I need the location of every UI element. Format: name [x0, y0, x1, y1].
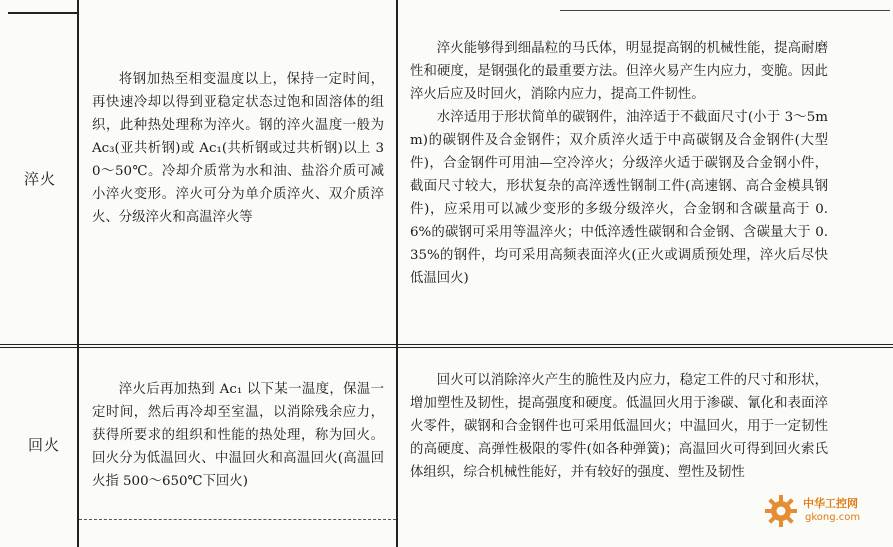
tempering-application — [410, 369, 828, 484]
watermark-url: gkong.com — [805, 512, 861, 523]
row-label-tempering: 回火 — [28, 436, 61, 454]
quenching-application-para-2: 水淬适用于形状简单的碳钢件，油淬适于不截面尺寸(小于 3～5mm)的碳钢件及合金钢件；双介质淬火适于中高碳钢及合金钢件(大型件)，合金钢件可用油—空冷淬火；分级淬火适于碳钢及合金钢小件，截面尺寸较大，形状复杂的高淬透性钢制工件(高速钢、高合金模具钢件)，应采用可以减少变形的多级分级淬火，合金钢和含碳量高于 0.6%的碳钢可采用等温淬火；中低淬透性碳钢和合金钢、含碳量大于 0.35%的钢件，均可采用高频表面淬火(正火或调质预处理，淬火后尽快低温回火) — [410, 110, 828, 286]
quenching-application-para-1: 淬火能够得到细晶粒的马氏体，明显提高钢的机械性能，提高耐磨性和硬度，是钢强化的最重要方法。但淬火易产生内应力，变脆。因此淬火后应及时回火，消除内应力，提高工件韧性。 — [410, 41, 828, 102]
watermark-logo — [763, 493, 883, 529]
col-divider-2 — [396, 0, 398, 547]
top-rule-left — [8, 12, 78, 14]
col-divider-1 — [77, 0, 79, 547]
top-rule-right — [560, 10, 890, 11]
quenching-definition — [92, 68, 384, 229]
row-separator — [0, 344, 893, 345]
tempering-definition — [92, 378, 384, 493]
tempering-application-para-1: 回火可以消除淬火产生的脆性及内应力，稳定工件的尺寸和形状，增加塑性及韧性，提高强度和硬度。低温回火用于渗碳、氰化和表面淬火零件，碳钢和合金钢件也可采用低温回火；中温回火，用于一定韧性的高硬度、高弹性极限的零件(如各种弹簧)；高温回火可得到回火索氏体组织，综合机械性能好，并有较好的强度、塑性及韧性 — [410, 373, 828, 480]
row-label-quenching: 淬火 — [24, 170, 57, 188]
cell-divider — [79, 519, 396, 520]
watermark-title: 中华工控网 — [803, 497, 858, 510]
row-separator-2 — [0, 347, 893, 348]
tempering-definition-text: 淬火后再加热到 Ac₁ 以下某一温度，保温一定时间，然后再冷却至室温，以消除残余应力，获得所要求的组织和性能的热处理，称为回火。回火分为低温回火、中温回火和高温回火(高温回火指 500～650℃下回火) — [92, 382, 384, 489]
quenching-definition-text: 将钢加热至相变温度以上，保持一定时间，再快速冷却以得到亚稳定状态过饱和固溶体的组织，此种热处理称为淬火。钢的淬火温度一般为 Ac₃(亚共析钢)或 Ac₁(共析钢或过共析钢)以上 30～50℃。冷却介质常为水和油、盐浴介质可减小淬火变形。淬火可分为单介质淬火、双介质淬火、分级淬火和高温淬火等 — [92, 72, 384, 225]
quenching-application — [410, 37, 828, 290]
gear-icon — [763, 493, 799, 529]
